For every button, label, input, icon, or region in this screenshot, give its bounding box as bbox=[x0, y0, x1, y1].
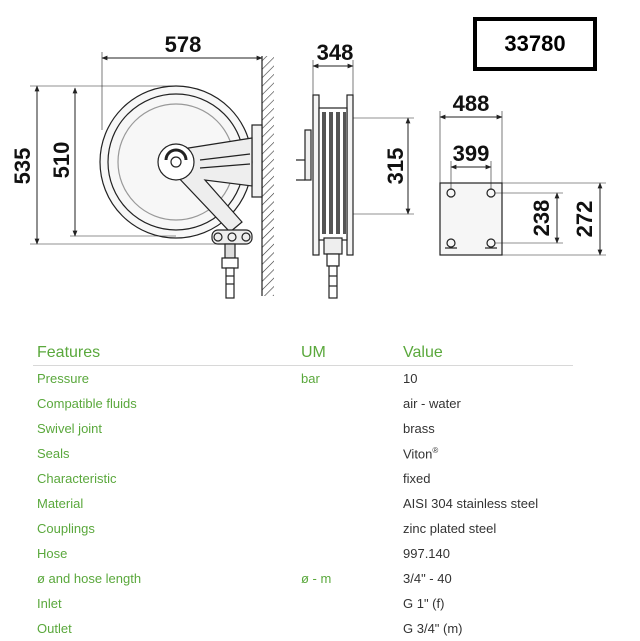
table-row bbox=[33, 391, 573, 416]
specifications-body bbox=[33, 366, 573, 641]
table-row bbox=[33, 566, 573, 591]
registered-mark: ® bbox=[432, 446, 438, 455]
value-cell bbox=[403, 491, 573, 516]
front-view bbox=[100, 56, 274, 298]
value-text: Viton bbox=[403, 446, 432, 461]
value-cell bbox=[403, 441, 573, 466]
feature-cell: Characteristic bbox=[33, 466, 301, 491]
table-row bbox=[33, 466, 573, 491]
um-cell bbox=[301, 616, 403, 641]
value-cell bbox=[403, 416, 573, 441]
product-code-box bbox=[473, 17, 597, 71]
header-value: Value bbox=[403, 340, 573, 366]
dim-side-height-label: 315 bbox=[383, 148, 408, 185]
value-text: 3/4" - 40 bbox=[403, 571, 452, 586]
feature-cell: Hose bbox=[33, 541, 301, 566]
value-text: G 1" (f) bbox=[403, 596, 444, 611]
table-row bbox=[33, 516, 573, 541]
um-cell bbox=[301, 391, 403, 416]
feature-cell: Material bbox=[33, 491, 301, 516]
um-cell: bar bbox=[301, 366, 403, 392]
feature-cell: ø and hose length bbox=[33, 566, 301, 591]
dim-plate-height-label: 272 bbox=[572, 201, 597, 238]
table-row bbox=[33, 491, 573, 516]
um-cell bbox=[301, 591, 403, 616]
value-text: 10 bbox=[403, 371, 417, 386]
value-text: fixed bbox=[403, 471, 430, 486]
dim-plate-width-label: 488 bbox=[453, 91, 490, 116]
side-view bbox=[296, 95, 353, 298]
table-row bbox=[33, 366, 573, 392]
feature-cell: Seals bbox=[33, 441, 301, 466]
value-text: zinc plated steel bbox=[403, 521, 496, 536]
um-cell bbox=[301, 416, 403, 441]
um-cell bbox=[301, 491, 403, 516]
feature-cell: Swivel joint bbox=[33, 416, 301, 441]
value-cell bbox=[403, 366, 573, 392]
dim-hole-vertical-label: 238 bbox=[529, 200, 554, 237]
um-cell bbox=[301, 541, 403, 566]
feature-cell: Inlet bbox=[33, 591, 301, 616]
dim-width-label: 578 bbox=[165, 32, 202, 57]
feature-cell: Couplings bbox=[33, 516, 301, 541]
value-cell bbox=[403, 391, 573, 416]
mounting-plate-view bbox=[440, 183, 502, 255]
table-row bbox=[33, 541, 573, 566]
dim-depth-label: 348 bbox=[317, 40, 354, 65]
value-text: AISI 304 stainless steel bbox=[403, 496, 538, 511]
feature-cell: Pressure bbox=[33, 366, 301, 392]
dim-hole-spacing-label: 399 bbox=[453, 141, 490, 166]
um-cell: ø - m bbox=[301, 566, 403, 591]
table-header-row bbox=[33, 340, 573, 366]
value-cell bbox=[403, 466, 573, 491]
um-cell bbox=[301, 516, 403, 541]
value-cell bbox=[403, 516, 573, 541]
header-features: Features bbox=[33, 340, 301, 366]
um-cell bbox=[301, 466, 403, 491]
value-cell bbox=[403, 591, 573, 616]
table-row bbox=[33, 441, 573, 466]
feature-cell: Outlet bbox=[33, 616, 301, 641]
um-cell bbox=[301, 441, 403, 466]
value-text: 997.140 bbox=[403, 546, 450, 561]
table-row bbox=[33, 616, 573, 641]
specifications-table bbox=[33, 340, 573, 641]
value-cell bbox=[403, 566, 573, 591]
feature-cell: Compatible fluids bbox=[33, 391, 301, 416]
value-cell bbox=[403, 541, 573, 566]
table-row bbox=[33, 591, 573, 616]
value-cell bbox=[403, 616, 573, 641]
table-row bbox=[33, 416, 573, 441]
value-text: air - water bbox=[403, 396, 461, 411]
header-um: UM bbox=[301, 340, 403, 366]
dim-drum-height-label: 510 bbox=[49, 142, 74, 179]
value-text: G 3/4" (m) bbox=[403, 621, 463, 636]
dim-outer-height-label: 535 bbox=[10, 148, 35, 185]
value-text: brass bbox=[403, 421, 435, 436]
product-code: 33780 bbox=[504, 31, 565, 57]
